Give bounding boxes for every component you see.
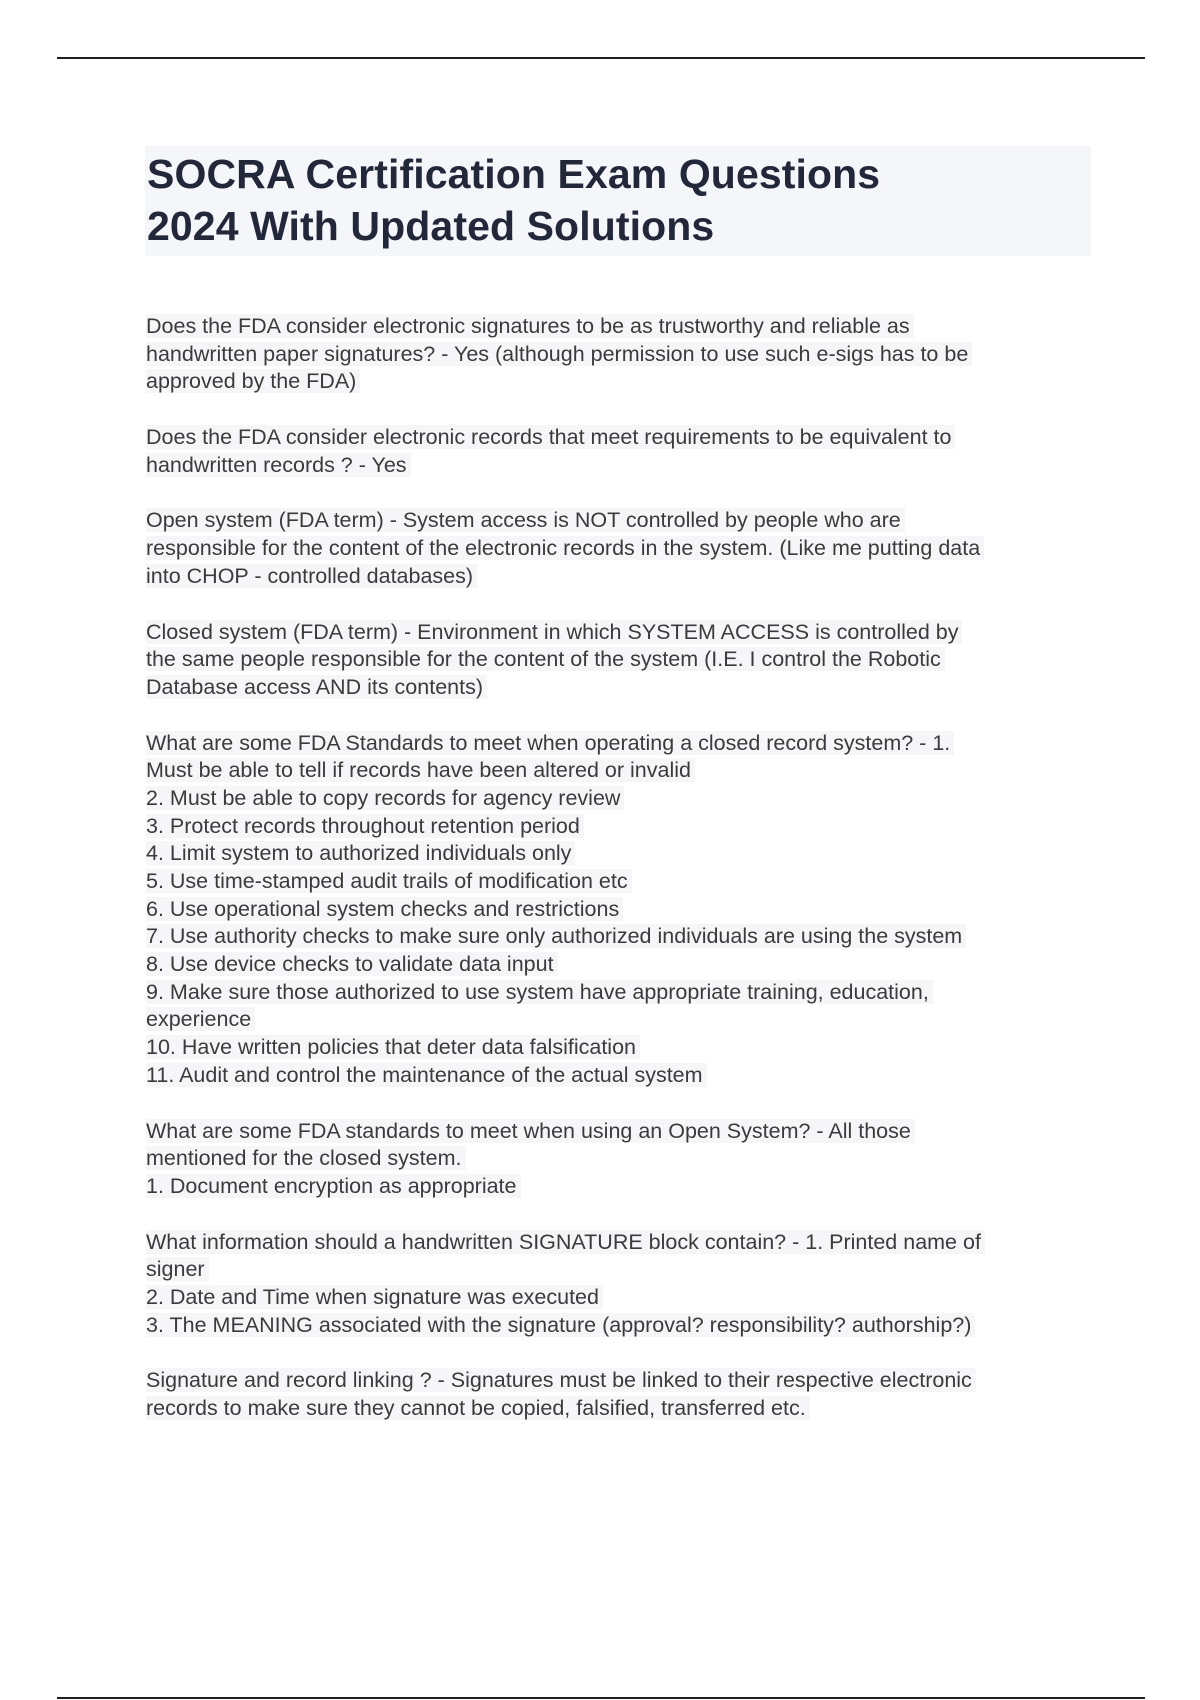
document-title: [145, 146, 1091, 256]
document-body: [146, 313, 1096, 1451]
qa-entry-signature-linking: [146, 1367, 1096, 1422]
list-item: 10. Have written policies that deter data falsification: [146, 1034, 1096, 1062]
list-item: 5. Use time-stamped audit trails of modification etc: [146, 868, 1096, 896]
text-line: responsible for the content of the electronic records in the system. (Like me putting data: [146, 535, 1096, 563]
list-item: 3. Protect records throughout retention period: [146, 813, 1096, 841]
list-item: 8. Use device checks to validate data input: [146, 951, 1096, 979]
text-line: Signature and record linking ? - Signatures must be linked to their respective electronic: [146, 1367, 1096, 1395]
text-line: mentioned for the closed system.: [146, 1145, 1096, 1173]
title-line-2: 2024 With Updated Solutions: [147, 203, 715, 249]
list-item: 9. Make sure those authorized to use system have appropriate training, education,: [146, 979, 1096, 1007]
text-line: into CHOP - controlled databases): [146, 563, 1096, 591]
list-item: 1. Document encryption as appropriate: [146, 1173, 1096, 1201]
qa-entry-open-system-standards: [146, 1118, 1096, 1201]
list-item: 4. Limit system to authorized individuals only: [146, 840, 1096, 868]
list-item: 7. Use authority checks to make sure only authorized individuals are using the system: [146, 923, 1096, 951]
list-item: 2. Must be able to copy records for agency review: [146, 785, 1096, 813]
list-item: 6. Use operational system checks and restrictions: [146, 896, 1096, 924]
qa-entry-open-system: [146, 507, 1096, 590]
text-line: Closed system (FDA term) - Environment in which SYSTEM ACCESS is controlled by: [146, 619, 1096, 647]
text-line: handwritten records ? - Yes: [146, 452, 1096, 480]
qa-entry-e-records: [146, 424, 1096, 479]
text-line: Must be able to tell if records have been altered or invalid: [146, 757, 1096, 785]
text-line: What are some FDA Standards to meet when operating a closed record system? - 1.: [146, 730, 1096, 758]
qa-entry-e-signatures: [146, 313, 1096, 396]
text-line: approved by the FDA): [146, 368, 1096, 396]
text-line: Does the FDA consider electronic records that meet requirements to be equivalent to: [146, 424, 1096, 452]
list-item: 11. Audit and control the maintenance of the actual system: [146, 1062, 1096, 1090]
qa-entry-signature-block: [146, 1229, 1096, 1340]
text-line: What information should a handwritten SIGNATURE block contain? - 1. Printed name of: [146, 1229, 1096, 1257]
bottom-divider: [57, 1697, 1145, 1699]
qa-entry-closed-system-standards: [146, 730, 1096, 1090]
text-line: Does the FDA consider electronic signatures to be as trustworthy and reliable as: [146, 313, 1096, 341]
top-divider: [57, 57, 1145, 59]
title-line-1: SOCRA Certification Exam Questions: [147, 151, 881, 197]
list-item: 2. Date and Time when signature was executed: [146, 1284, 1096, 1312]
text-line: What are some FDA standards to meet when using an Open System? - All those: [146, 1118, 1096, 1146]
text-line: signer: [146, 1256, 1096, 1284]
text-line: records to make sure they cannot be copied, falsified, transferred etc.: [146, 1395, 1096, 1423]
text-line: Database access AND its contents): [146, 674, 1096, 702]
qa-entry-closed-system: [146, 619, 1096, 702]
list-item: experience: [146, 1006, 1096, 1034]
list-item: 3. The MEANING associated with the signature (approval? responsibility? authorship?): [146, 1312, 1096, 1340]
text-line: handwritten paper signatures? - Yes (although permission to use such e-sigs has to be: [146, 341, 1096, 369]
text-line: Open system (FDA term) - System access is NOT controlled by people who are: [146, 507, 1096, 535]
text-line: the same people responsible for the content of the system (I.E. I control the Robotic: [146, 646, 1096, 674]
